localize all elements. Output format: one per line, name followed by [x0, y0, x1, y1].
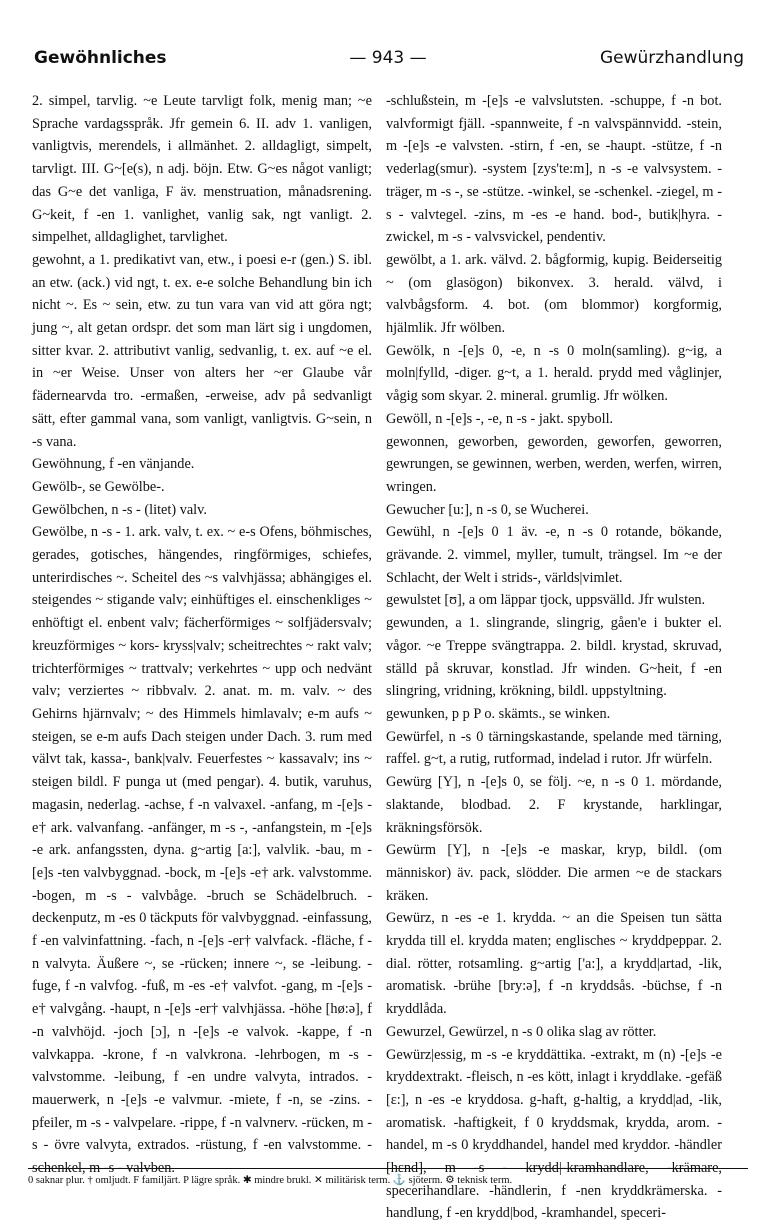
right-column: [386, 90, 722, 1222]
entry: Gewölbchen, n -s - (litet) valv.: [32, 501, 207, 518]
entry: gewunken, p p P o. skämts., se winken.: [386, 705, 611, 722]
entry: -schlußstein, m -[e]s -e valvslutsten. -schuppe, f -n bot. valvformigt fjäll. -spannweite, f -n valvspännvidd. -stein, m -[e]s -e valvsten. -stirn, f -en, se -haupt. -stütze, f -n vederlag(smur). -system [zys'te:m], n -s -e valvsystem. -träger, m -s -, se -stütze. -winkel, se -schenkel. -ziegel, m -s - valvtegel. -zins, m -es -e hand. bod-, butik|hyra. -zwickel, m -s - valvsvickel, pendentiv.: [386, 93, 722, 246]
entry: Gewöll, n -[e]s -, -e, n -s - jakt. spyboll.: [386, 410, 614, 427]
entry: Gewühl, n -[e]s 0 1 äv. -e, n -s 0 rotande, bökande, grävande. 2. vimmel, myller, tumult, trängsel. Im ~e der Schlacht, der Welt i strids-, världs|vimlet.: [386, 524, 722, 586]
entry: Gewürfel, n -s 0 tärningskastande, spelande med tärning, raffel. g~t, a rutig, rutformad, indelad i rutor. Jfr würfeln.: [386, 728, 722, 768]
entry: gewölbt, a 1. ark. välvd. 2. bågformig, kupig. Beiderseitig ~ (om glasögon) bikonvex. 3. herald. välvd, i valvbågsform. 4. bot. (om blommor) korgformig, hjälmlik. Jfr wölben.: [386, 251, 722, 337]
page-number: — 943 —: [349, 48, 427, 68]
entry: gewohnt, a 1. predikativt van, etw., i poesi e-r (gen.) S. ibl. an etw. (ack.) vid ngt, t. ex. e-e solche Behandlung bin ich nicht ~. Es ~ sein, etw. zu tun vara van vid att göra ngt; jung ~, alt getan ordspr. det som man lärt sig i ungdomen, sitter kvar. 2. attributivt vanlig, sedvanlig, t. ex. auf ~e el. in ~er Weise. Unser von alters her ~er Glaube vår fädernearvda tro. -ermaßen, -erweise, adv på sedvanligt sätt, efter gammal vana, som vanligt, vanligtvis. G~sein, n -s vana.: [32, 251, 372, 450]
header-left-keyword: Gewöhnliches: [34, 48, 167, 68]
entry: Gewürg [Y], n -[e]s 0, se följ. ~e, n -s 0 1. mördande, slaktande, blodbad. 2. F krystande, harklingar, kräkningsförsök.: [386, 774, 722, 836]
entry: Gewölbe, n -s - 1. ark. valv, t. ex. ~ e-s Ofens, böhmisches, gerades, gotisches, hängendes, ringförmiges, schiefes, unterirdisches ~. Scheitel des ~s valvhjässa; abhängiges el. steigendes ~ stigande valv; einhüftiges el. einschenkliges ~ enhöftigt el. enbent valv; fächerförmiges ~ solfjädersvalv; kreuzförmiges ~ kors- kryss|valv; scheitrechtes ~ rakt valv; trichterförmiges ~ trattvalv; verkehrtes ~ upp och nedvänt valv; verziertes ~ ribbvalv. 2. anat. m. m. valv. ~ des Gehirns hjärnvalv; ~ des Himmels himlavalv; e-m aufs ~ steigen, se e-m aufs Dach steigen under Dach. 3. rum med välvt tak, kassa-, bank|valv. Feuerfestes ~ kassavalv; ins ~ steigen bildl. F punga ut (med pengar). 4. butik, varuhus, magasin, nederlag. -achse, f -n valvaxel. -anfang, m -[e]s -e† ark. valvanfang. -anfänger, m -s -, -anfangstein, m -[e]s -e ark. anfangssten, dyna. g~artig [a:], valvlik. -bau, m -[e]s -ten valvbyggnad. -bock, m -[e]s -e† ark. valvstomme. -bogen, m -s - valvbåge. -bruch se Schädelbruch. -deckenputz, m -es 0 täckputs för valvbyggnad. -einfassung, f -en valvinfattning. -fach, n -[e]s -er† valvfack. -fläche, f -n valvyta. Äußere ~, se -rücken; innere ~, se -leibung. -fuge, f -n valvfog. -fuß, m -es -e† valvfot. -gang, m -[e]s -e† valvgång. -haupt, n -[e]s -er† valvhjässa. -höhe [hø:ə], f -n valvhöjd. -joch [ɔ], n -[e]s -e valvok. -kappe, f -n valvkappa. -krone, f -n valvkrona. -lehrbogen, m -s - valvstomme. -leibung, f -en undre valvyta, intrados. -mauerwerk, n -[e]s -e valvmur. -miete, f -n, se -zins. -pfeiler, m -s - valvpelare. -rippe, f -n valvnerv. -rücken, m -s - övre valvyta, extrados. -rüstung, f -en valvstomme. -schenkel, m -s - valvben.: [32, 524, 372, 1177]
entry: Gewurzel, Gewürzel, n -s 0 olika slag av rötter.: [386, 1023, 657, 1040]
entry: Gewürz|essig, m -s -e kryddättika. -extrakt, m (n) -[e]s -e kryddextrakt. -fleisch, n -es kött, inlagt i kryddlake. -gefäß [ɛ:], n -es -e kryddosa. g-haft, g-haltig, a krydd|ad, -lik, aromatisk. -haftigkeit, f 0 kryddsmak, krydda, arom. -handel, m -s 0 kryddhandel, handel med kryddor. -händler [hɛnd], m -s - krydd|-kramhandlare, -krämare, specerihandlare. -händlerin, f -nen kryddkrämerska. -handlung, f -en krydd|bod, -kramhandel, speceri-: [386, 1046, 722, 1222]
abbreviation-legend: 0 saknar plur. † omljudt. F familjärt. P lägre språk. ✱ mindre brukl. ✕ militärisk term. ⚓ sjöterm. ⚙ teknisk term.: [28, 1168, 748, 1186]
entry: Gewölk, n -[e]s 0, -e, n -s 0 moln(samling). g~ig, a moln|fylld, -diger. g~t, a 1. herald. prydd med våglinjer, vågig som skyar. 2. mineral. grumlig. Jfr wölken.: [386, 342, 722, 405]
entry: 2. simpel, tarvlig. ~e Leute tarvligt folk, menig man; ~e Sprache vardagsspråk. Jfr gemein 6. II. adv 1. vanligen, vanligtvis, merendels, i allmänhet. 2. alldagligt, simpelt, tarvligt. III. G~[e(s), n adj. böjn. Etw. G~es något vanligt; das G~e det vanliga, F äv. menstruation, månadsrening. G~keit, f -en 1. vanlighet, vanlig sak, ngt vanligt. 2. simpelhet, alldaglighet, tarvlighet.: [32, 93, 372, 246]
entry: Gewölb-, se Gewölbe-.: [32, 478, 165, 495]
entry: gewulstet [ʊ], a om läppar tjock, uppsvälld. Jfr wulsten.: [386, 592, 706, 609]
entry: Gewürm [Y], n -[e]s -e maskar, kryp, bildl. (om människor) äv. pack, slödder. Die armen ~e de stackars kräken.: [386, 842, 722, 904]
left-column: [32, 90, 372, 1177]
entry: Gewürz, n -es -e 1. krydda. ~ an die Speisen tun sätta krydda till el. krydda maten; englisches ~ kryddpeppar. 2. dial. rötter, rotsamling. g~artig ['a:], a krydd|artad, -lik, aromatisk. -brühe [bry:ə], f -n kryddsås. -büchse, f -n kryddlåda.: [386, 910, 722, 1018]
header-right-keyword: Gewürzhandlung: [599, 48, 744, 68]
entry: Gewöhnung, f -en vänjande.: [32, 456, 195, 473]
entry: gewunden, a 1. slingrande, slingrig, gåen'e i bukter el. vågor. ~e Treppe svängtrappa. 2. bildl. krystad, skruvad, ställd på skruvar, konstlad. Jfr winden. G~heit, f -en slingring, vridning, krökning, bildl. uppstyltning.: [386, 615, 722, 700]
entry: gewonnen, geworben, geworden, geworfen, geworren, gewrungen, se gewinnen, werben, werden, werfen, wirren, wringen.: [386, 433, 722, 495]
entry: Gewucher [u:], n -s 0, se Wucherei.: [386, 501, 589, 518]
page-header: [28, 48, 748, 78]
